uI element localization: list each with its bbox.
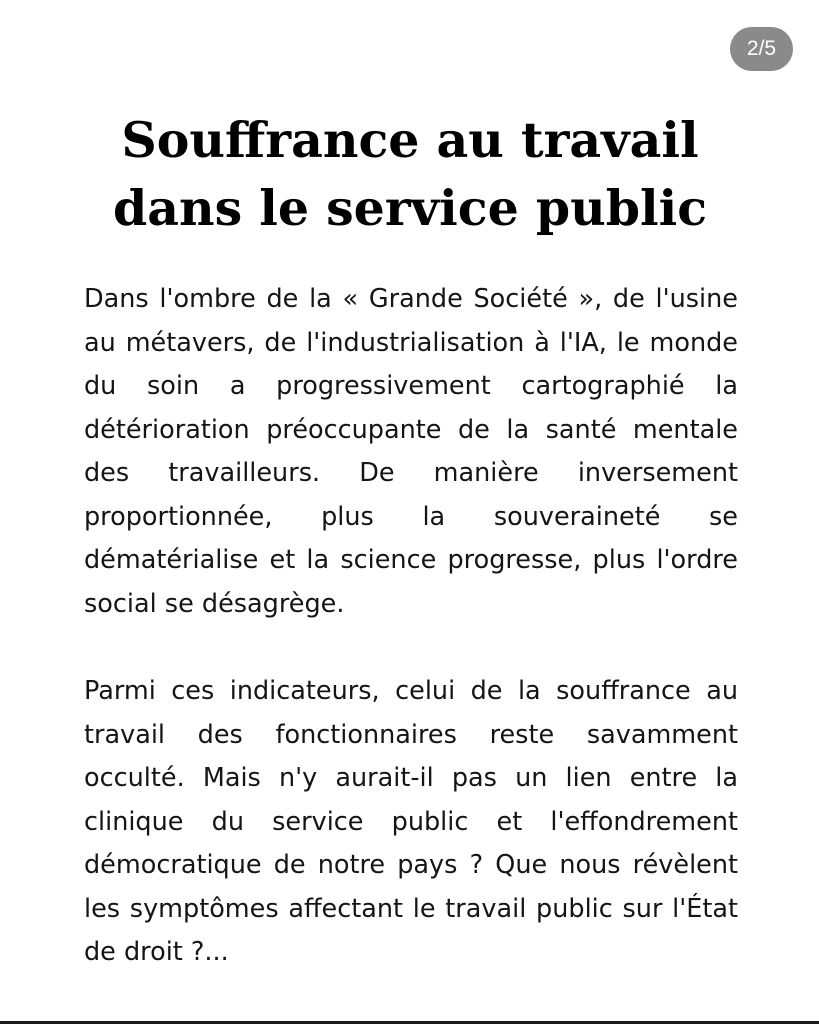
paragraph-intro: Dans l'ombre de la « Grande Société », de l'usine au métavers, de l'industrialisation à l'IA, le monde du soin a progressivement cartographié la détérioration préoccupante de la santé mentale des travailleurs. De manière inversement proportionnée, plus la souveraineté se dématérialise et la science progresse, plus l'ordre social se désagrège.: [84, 284, 738, 619]
title-line-2: dans le service public: [112, 179, 708, 237]
page-title: [60, 106, 760, 242]
page-counter-badge: 2/5: [730, 27, 793, 71]
paragraph-question: Parmi ces indicateurs, celui de la souffrance au travail des fonctionnaires reste savamment occulté. Mais n'y aurait-il pas un lien entre la clinique du service public et l'effondrement démocratique de notre pays ? Que nous révèlent les symptômes affectant le travail public sur l'État de droit ?...: [84, 676, 738, 967]
title-line-1: Souffrance au travail: [121, 111, 699, 169]
